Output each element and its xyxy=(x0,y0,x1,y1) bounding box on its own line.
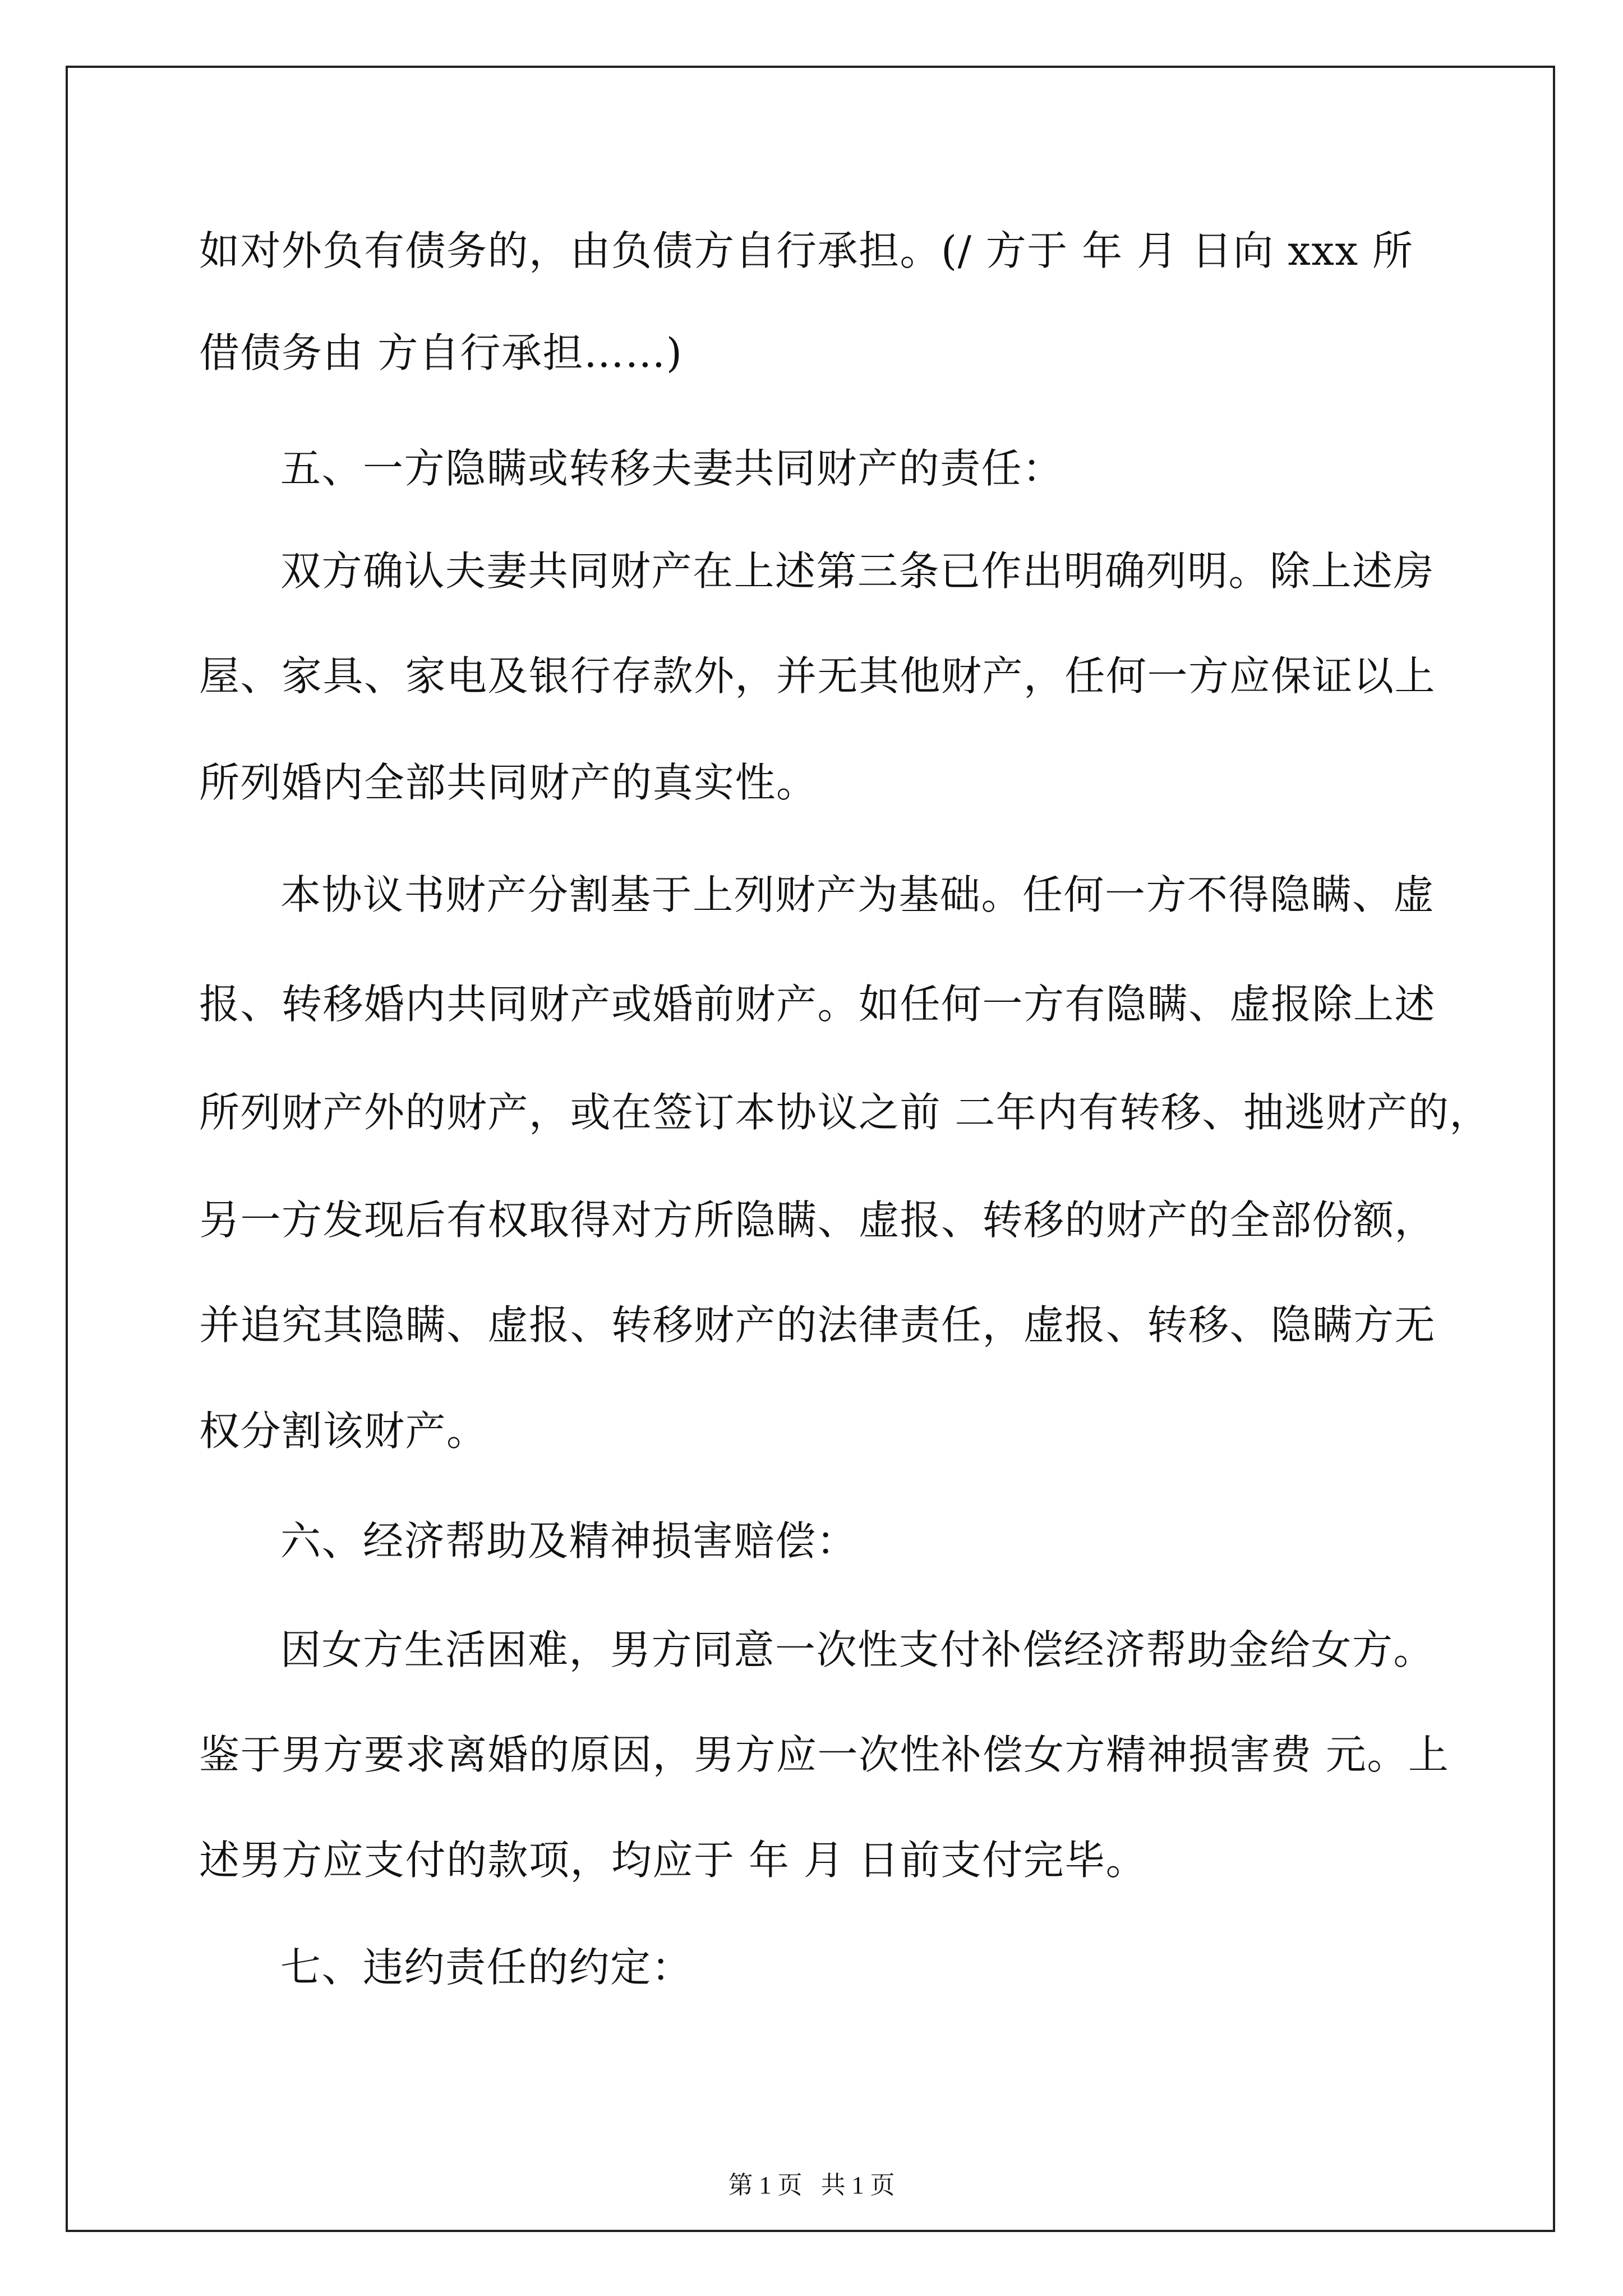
page-footer: 第 1 页 共 1 页 xyxy=(728,2171,895,2199)
text-line: 所列婚内全部共同财产的真实性。 xyxy=(199,759,818,806)
text-line: 报、转移婚内共同财产或婚前财产。如任何一方有隐瞒、虚报除上述 xyxy=(199,981,1436,1028)
text-line: 借债务由 方自行承担……) xyxy=(199,329,683,376)
text-line: 并追究其隐瞒、虚报、转移财产的法律责任，虚报、转移、隐瞒方无 xyxy=(199,1301,1436,1349)
text-line: 因女方生活困难，男方同意一次性支付补偿经济帮助金给女方。 xyxy=(280,1626,1435,1673)
text-line: 本协议书财产分割基于上列财产为基础。任何一方不得隐瞒、虚 xyxy=(280,871,1435,918)
page-border xyxy=(66,66,1555,2232)
text-line: 述男方应支付的款项，均应于 年 月 日前支付完毕。 xyxy=(199,1837,1147,1884)
text-line: 如对外负有债务的，由负债方自行承担。(/ 方于 年 月 日向 xxx 所 xyxy=(199,227,1414,274)
text-line: 屋、家具、家电及银行存款外，并无其他财产，任何一方应保证以上 xyxy=(199,652,1436,700)
text-line: 鉴于男方要求离婚的原因，男方应一次性补偿女方精神损害费 元。上 xyxy=(199,1731,1450,1778)
text-line: 双方确认夫妻共同财产在上述第三条已作出明确列明。除上述房 xyxy=(280,547,1435,595)
section-heading: 七、违约责任的约定： xyxy=(280,1944,693,1991)
section-heading: 六、经济帮助及精神损害赔偿： xyxy=(280,1517,858,1565)
text-line: 所列财产外的财产，或在签订本协议之前 二年内有转移、抽逃财产的， xyxy=(199,1089,1491,1136)
text-line: 另一方发现后有权取得对方所隐瞒、虚报、转移的财产的全部份额， xyxy=(199,1197,1436,1244)
text-line: 权分割该财产。 xyxy=(199,1407,488,1455)
section-heading: 五、一方隐瞒或转移夫妻共同财产的责任： xyxy=(280,445,1064,492)
